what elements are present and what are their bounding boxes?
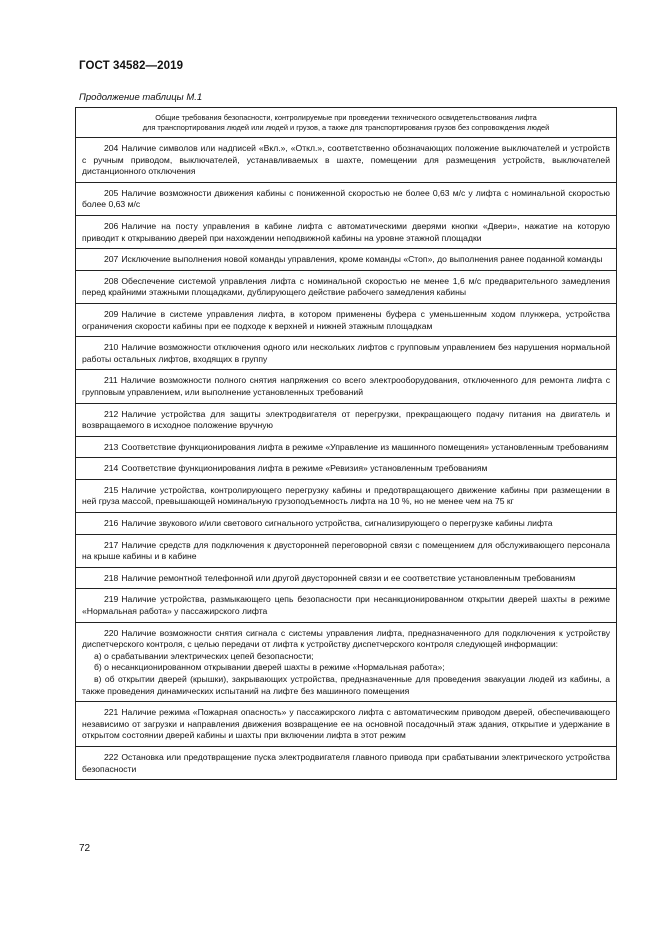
requirement-text: Обеспечение системой управления лифта с номинальной скоростью не менее 1,6 м/с предварительного замедления перед крайними этажными площадками, дублирующего действие рабочего замедления кабины [82, 275, 610, 298]
requirement-text: Наличие режима «Пожарная опасность» у пассажирского лифта с автоматическим приводом дверей, обеспечивающего независимо от загрузки и направления движения возвращение ее на основной посадочный этаж здания, открытие и удержание в открытом состоянии дверей кабины и шахты при включении лифта в этот режим [82, 707, 610, 741]
requirement-number: 221 [104, 707, 119, 718]
table-row [76, 138, 616, 183]
document-standard-code: ГОСТ 34582—2019 [79, 60, 184, 72]
table-row [76, 480, 616, 513]
table-row [76, 437, 616, 459]
table-heading-line-1: Общие требования безопасности, контролируемые при проведении технического освидетельствования лифта [155, 113, 537, 122]
requirement-text: Наличие в системе управления лифта, в котором применены буфера с уменьшенным ходом плунжера, устройства ограничения скорости кабины при ее подходе к верхней и нижней этажным площадкам [82, 308, 610, 331]
requirement-number: 214 [104, 463, 119, 474]
table-row [76, 623, 616, 703]
requirement-text: Остановка или предотвращение пуска электродвигателя главного привода при срабатывании электрического устройства безопасности [82, 751, 610, 774]
table-row [76, 568, 616, 590]
requirement-number: 219 [104, 594, 119, 605]
table-row [76, 271, 616, 304]
page-number: 72 [79, 843, 91, 854]
requirement-number: 204 [104, 143, 119, 153]
table-row [76, 216, 616, 249]
table-row [76, 304, 616, 337]
requirement-number: 206 [104, 220, 119, 231]
table-row [76, 458, 616, 480]
table-row [76, 183, 616, 216]
requirement-number: 210 [104, 342, 119, 353]
requirement-text: Наличие средств для подключения к двусторонней переговорной связи с помещением для обслуживающего персонала на крыше кабины и в кабине [82, 539, 610, 562]
table-row [76, 747, 616, 780]
requirement-text: Наличие устройства, размыкающего цепь безопасности при несанкционированном открытии дверей шахты в режиме «Нормальная работа» у пассажирского лифта [82, 594, 610, 617]
requirement-text: Наличие устройства для защиты электродвигателя от перегрузки, прекращающего подачу питания на двигатель и возвращаемого в исходное положение вручную [82, 408, 610, 431]
requirement-subitem: в) об открытии дверей (крышки), закрывающих устройства, предназначенные для проведения эвакуации людей из кабины, а также проведения динамических испытаний на лифте без машинного помещения [82, 674, 610, 696]
table-row [76, 535, 616, 568]
requirement-text: Наличие возможности полного снятия напряжения со всего электрооборудования, отключенного для ремонта лифта с групповым управлением, или выполнение установленных требований [82, 375, 610, 397]
requirement-subitem: б) о несанкционированном открывании дверей шахты в режиме «Нормальная работа»; [94, 662, 445, 673]
requirement-text: Наличие звукового и/или светового сигнального устройства, сигнализирующего о перегрузке кабины лифта [121, 518, 553, 529]
requirement-number: 205 [104, 187, 119, 198]
requirement-text: Наличие ремонтной телефонной или другой двусторонней связи и ее соответствие установленным требованиям [121, 572, 576, 583]
table-row [76, 249, 616, 271]
requirement-text: Наличие возможности движения кабины с пониженной скоростью не более 0,63 м/с у лифта с номинальной скоростью более 0,63 м/с [82, 187, 610, 210]
requirement-text: Наличие возможности отключения одного или нескольких лифтов с групповым управлением без нарушения нормальной работы остальных лифтов, входящих в группу [82, 342, 610, 364]
requirement-text: Соответствие функционирования лифта в режиме «Ревизия» установленным требованиям [121, 463, 488, 474]
requirement-text: Соответствие функционирования лифта в режиме «Управление из машинного помещения» установленным требованиям [121, 441, 609, 452]
table-row [76, 370, 616, 403]
requirement-number: 222 [104, 751, 119, 762]
table-row [76, 513, 616, 535]
requirement-text: Наличие устройства, контролирующего перегрузку кабины и предотвращающего движение кабины при размещении в ней груза массой, превышающей номинальную грузоподъемность лифта на 10 %, но не менее чем на 75 кг [82, 484, 610, 507]
requirement-text: Исключение выполнения новой команды управления, кроме команды «Стоп», до выполнения ранее поданной команды [121, 254, 603, 265]
requirement-number: 207 [104, 254, 119, 265]
requirement-number: 211 [104, 375, 118, 386]
requirement-text: Наличие на посту управления в кабине лифта с автоматическими дверями кнопки «Двери», нажатие на которую приводит к открыванию дверей при нахождении неподвижной кабины на уровне этажной площадки [82, 220, 610, 243]
table-heading-line-2: для транспортирования людей или людей и грузов, а также для транспортирования грузов без сопровождения людей [142, 123, 550, 132]
requirement-number: 217 [104, 539, 119, 550]
requirement-number: 215 [104, 484, 119, 495]
requirement-number: 220 [104, 627, 119, 638]
requirement-number: 213 [104, 441, 119, 452]
table-row [76, 337, 616, 370]
requirement-number: 212 [104, 408, 119, 419]
requirement-number: 218 [104, 572, 119, 583]
table-row [76, 702, 616, 747]
requirement-number: 208 [104, 275, 119, 286]
requirement-number: 216 [104, 518, 119, 529]
requirements-table [75, 107, 617, 780]
table-continuation-caption: Продолжение таблицы М.1 [79, 92, 203, 103]
requirement-text: Наличие символов или надписей «Вкл.», «Откл.», соответственно обозначающих положение выключателей и устройств с ручным приводом, выключателей, устанавливаемых в шахте, помещении для размещения устройств, выключателей дистанционного отключения [82, 143, 610, 177]
table-row [76, 404, 616, 437]
table-heading [76, 108, 616, 138]
table-row [76, 589, 616, 622]
requirement-subitem: а) о срабатывании электрических цепей безопасности; [94, 650, 314, 661]
requirement-number: 209 [104, 308, 119, 319]
requirement-text: Наличие возможности снятия сигнала с системы управления лифта, предназначенного для подключения к устройству диспетчерского контроля, с целью передачи от лифта к устройству диспетчерского контроля следующей информации: [82, 627, 610, 650]
table-body [76, 138, 616, 780]
